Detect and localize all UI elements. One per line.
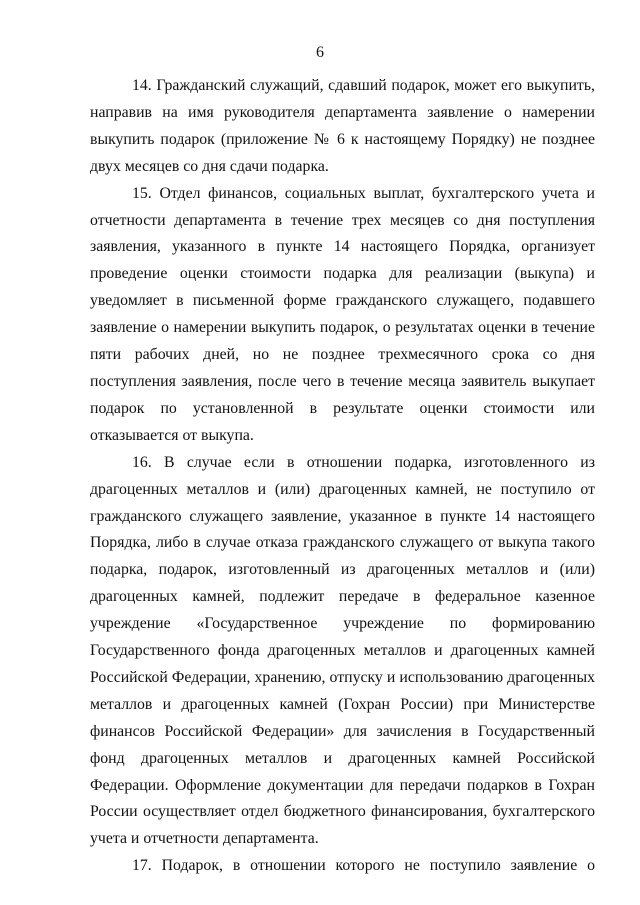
- page-number: 6: [316, 44, 324, 61]
- paragraph-16: 16. В случае если в отношении подарка, изготовленного из драгоценных металлов и (или) драгоценных камней, не поступило от гражданского служащего заявление, указанное в пункте 14 настоящего Порядка, либо в случае отказа гражданского служащего от выкупа такого подарка, подарок, изготовленный из драгоценных металлов и (или) драгоценных камней, подлежит передаче в федеральное казенное учреждение «Государственное учреждение по формированию Государственного фонда драгоценных металлов и драгоценных камней Российской Федерации, хранению, отпуску и использованию драгоценных металлов и драгоценных камней (Гохран России) при Министерстве финансов Российской Федерации» для зачисления в Государственный фонд драгоценных металлов и драгоценных камней Российской Федерации. Оформление документации для передачи подарков в Гохран России осуществляет отдел бюджетного финансирования, бухгалтерского учета и отчетности департамента.: [90, 453, 595, 848]
- paragraph-17: 17. Подарок, в отношении которого не поступило заявление о: [132, 857, 595, 875]
- paragraph-14: 14. Гражданский служащий, сдавший подарок, может его выкупить, направив на имя руководителя департамента заявление о намерении выкупить подарок (приложение № 6 к настоящему Порядку) не позднее двух месяцев со дня сдачи подарка.: [90, 77, 595, 175]
- document-body: [90, 73, 595, 880]
- paragraph-15: 15. Отдел финансов, социальных выплат, бухгалтерского учета и отчетности департамента в течение трех месяцев со дня поступления заявления, указанного в пункте 14 настоящего Порядка, организует проведение оценки стоимости подарка для реализации (выкупа) и уведомляет в письменной форме гражданского служащего, подавшего заявление о намерении выкупить подарок, о результатах оценки в течение пяти рабочих дней, но не позднее трехмесячного срока со дня поступления заявления, после чего в течение месяца заявитель выкупает подарок по установленной в результате оценки стоимости или отказывается от выкупа.: [90, 184, 595, 444]
